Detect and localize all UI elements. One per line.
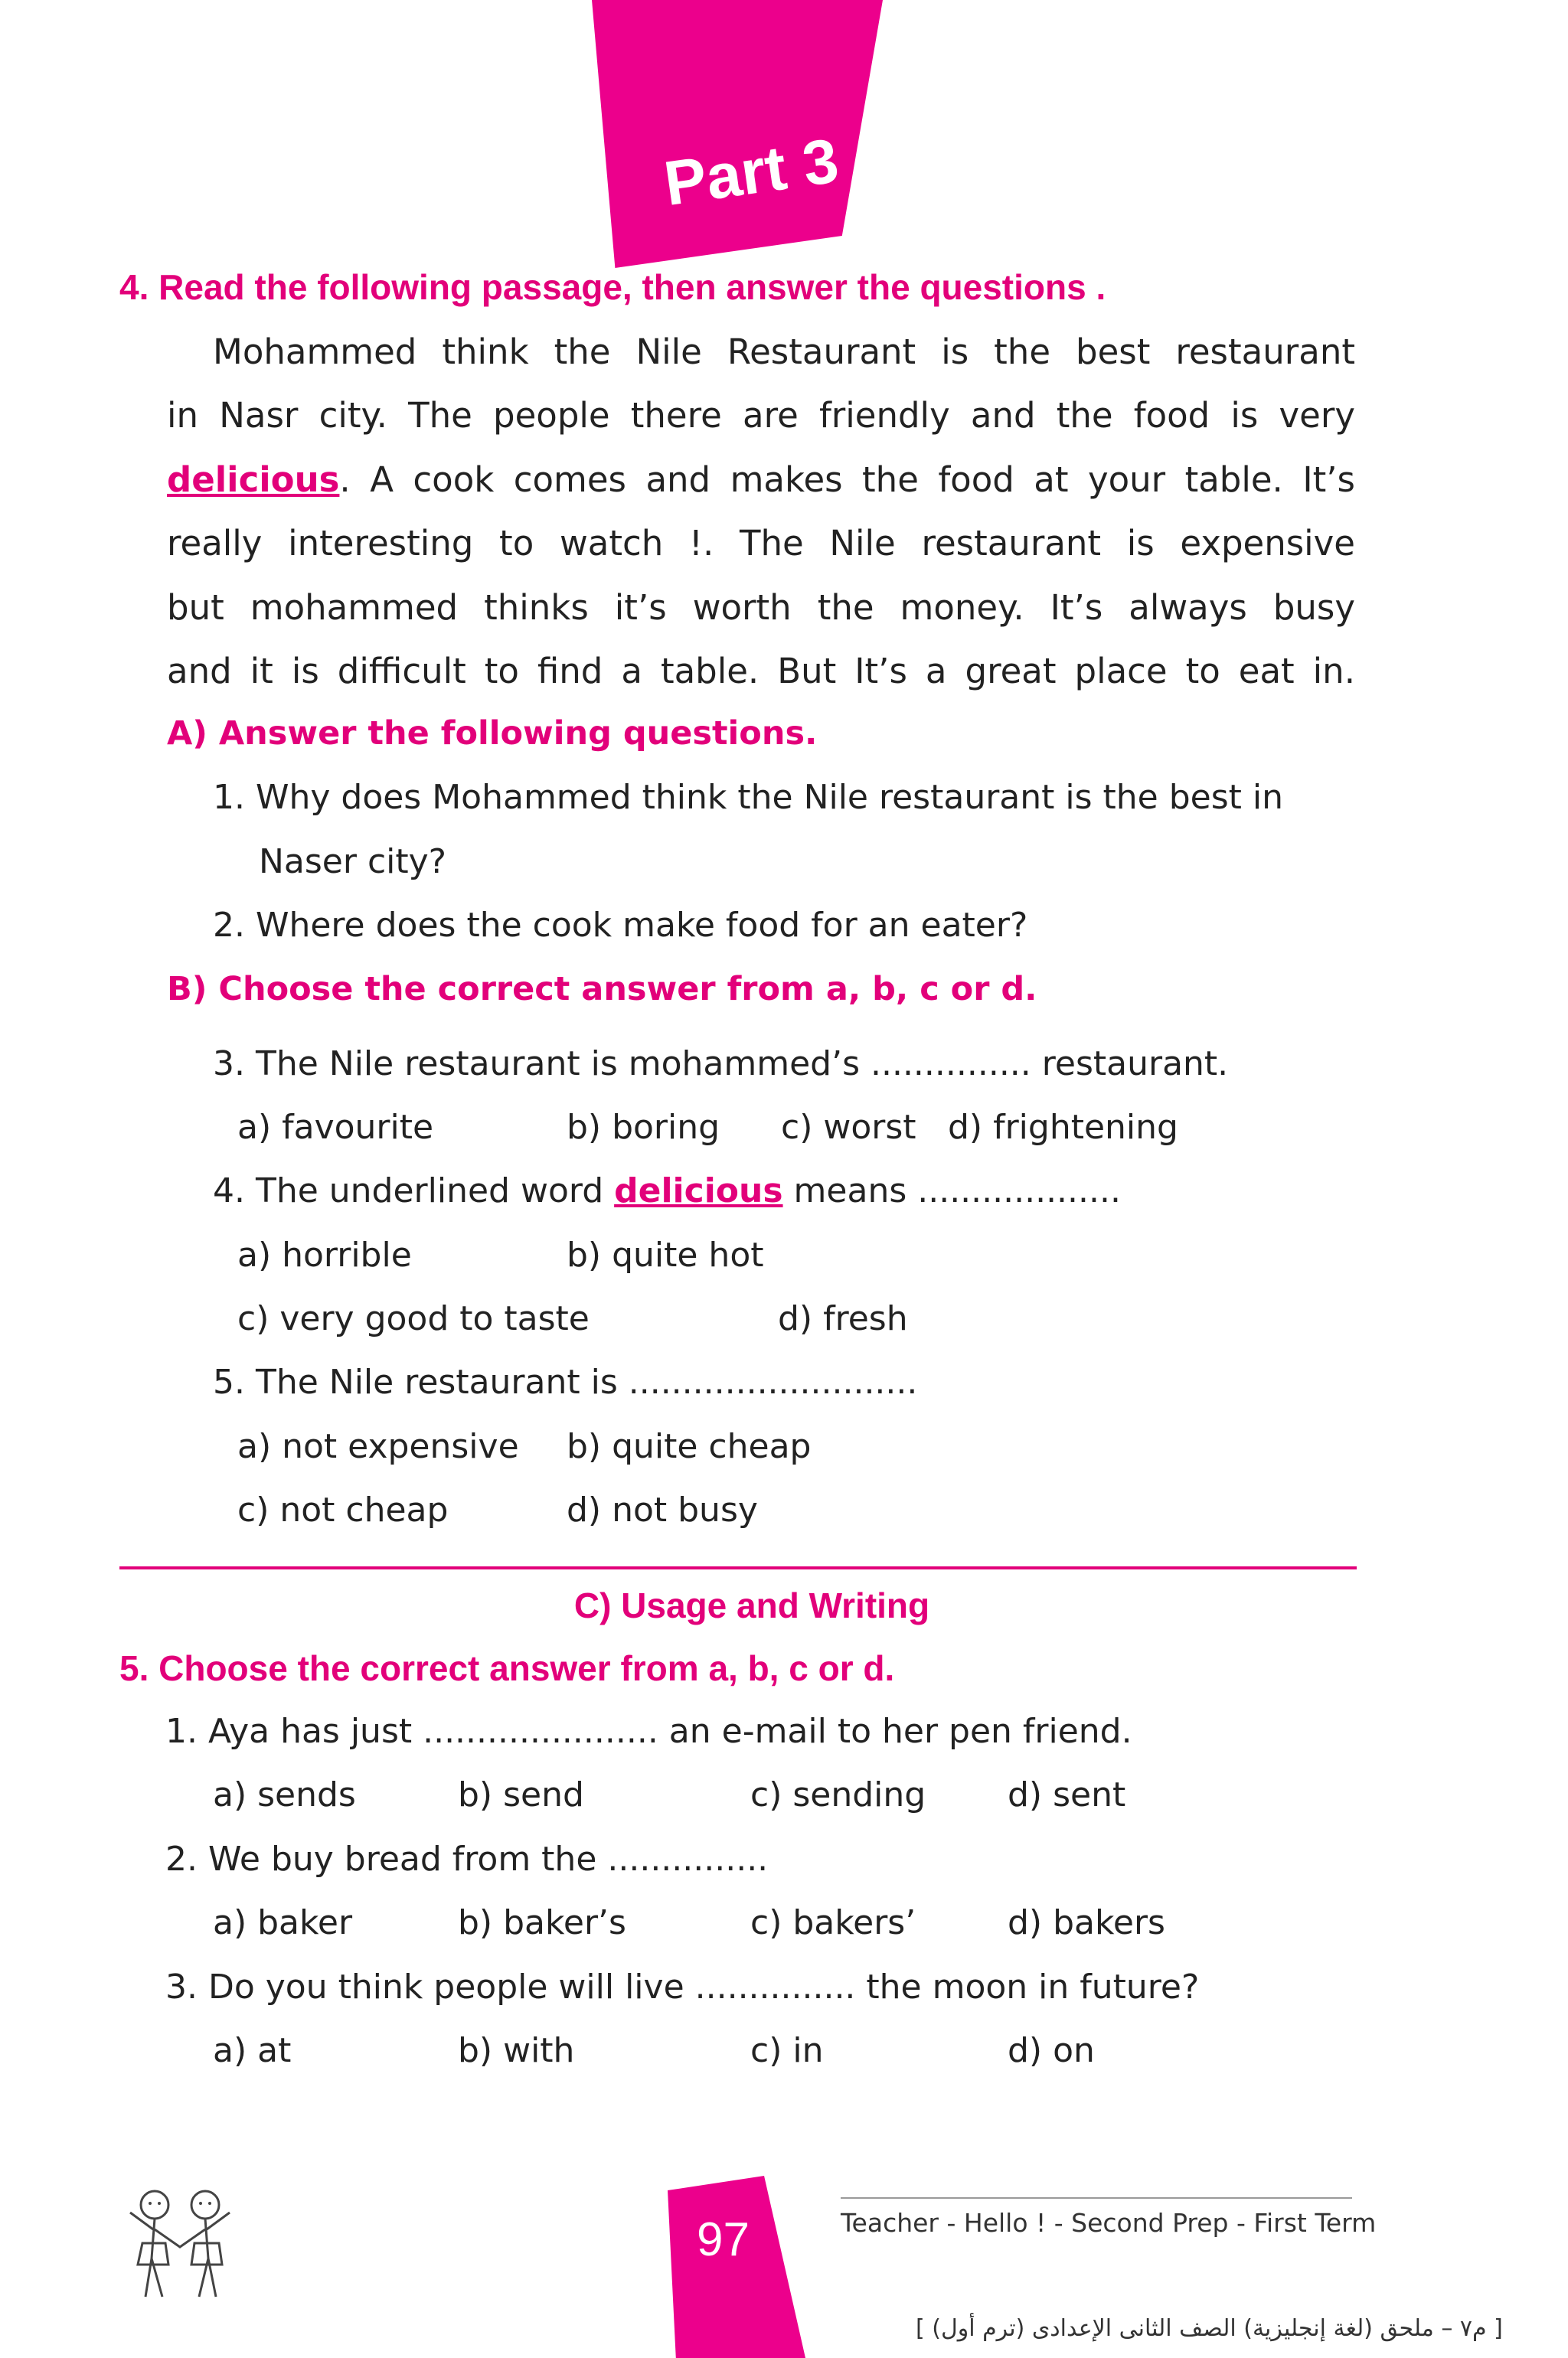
partB-question-3: 3. The Nile restaurant is mohammed’s ............... restaurant.: [213, 1044, 1229, 1083]
s5-question-1: 1. Aya has just ...................... an e-mail to her pen friend.: [165, 1712, 1132, 1751]
footer-divider: [841, 2197, 1352, 2199]
s5-q1-option-d: d) sent: [1008, 1775, 1126, 1814]
page-number: 97: [697, 2213, 750, 2266]
underlined-word: delicious: [167, 459, 340, 500]
q4-option-b: b) quite hot: [567, 1236, 764, 1275]
q5-option-c: c) not cheap: [237, 1491, 449, 1530]
partB-question-5: 5. The Nile restaurant is ...........................: [213, 1363, 918, 1402]
q3-option-a: a) favourite: [237, 1108, 434, 1147]
q4-underlined-word: delicious: [614, 1171, 783, 1210]
s5-q2-option-a: a) baker: [213, 1903, 353, 1942]
book-title: Teacher - Hello ! - Second Prep - First Term: [841, 2208, 1377, 2238]
partA-question-1-cont: Naser city?: [259, 842, 447, 881]
s5-question-2: 2. We buy bread from the ...............: [165, 1840, 769, 1879]
s5-q3-option-a: a) at: [213, 2031, 292, 2070]
q4-option-c: c) very good to taste: [237, 1299, 590, 1338]
q4-text-pre: 4. The underlined word: [213, 1171, 604, 1210]
s5-q2-option-d: d) bakers: [1008, 1903, 1165, 1942]
partA-question-1: 1. Why does Mohammed think the Nile restaurant is the best in: [213, 778, 1283, 817]
passage-line-3-text: A cook comes and makes the food at your table. It’s: [370, 459, 1355, 500]
q3-option-c: c) worst: [781, 1108, 916, 1147]
s5-q3-option-c: c) in: [750, 2031, 824, 2070]
q5-option-a: a) not expensive: [237, 1427, 519, 1466]
passage-line-6: and it is difficult to find a table. But It’s a great place to eat in.: [167, 651, 1355, 692]
reading-passage: [167, 320, 1355, 703]
section5-heading: 5. Choose the correct answer from a, b, c or d.: [119, 1648, 895, 1688]
arabic-footnote: [ م٧ – ملحق (لغة إنجليزية) الصف الثانى الإعدادى (ترم أول) ]: [916, 2315, 1503, 2342]
s5-q1-option-b: b) send: [458, 1775, 584, 1814]
q4-option-a: a) horrible: [237, 1236, 412, 1275]
q3-option-b: b) boring: [567, 1108, 720, 1147]
partB-question-4: [213, 1171, 1121, 1210]
q5-option-b: b) quite cheap: [567, 1427, 812, 1466]
s5-q3-option-b: b) with: [458, 2031, 575, 2070]
s5-q2-option-c: c) bakers’: [750, 1903, 916, 1942]
part-banner: [592, 0, 883, 268]
q4-text-post: means ...................: [793, 1171, 1121, 1210]
passage-line-2: in Nasr city. The people there are friendly and the food is very: [167, 395, 1355, 436]
q4-option-d: d) fresh: [778, 1299, 908, 1338]
passage-line-5: but mohammed thinks it’s worth the money. It’s always busy: [167, 586, 1355, 628]
partA-question-2: 2. Where does the cook make food for an eater?: [213, 906, 1028, 945]
section-divider: [119, 1566, 1357, 1569]
s5-question-3: 3. Do you think people will live ............... the moon in future?: [165, 1968, 1200, 2007]
passage-line-4: really interesting to watch !. The Nile restaurant is expensive: [167, 523, 1355, 564]
q3-option-d: d) frightening: [948, 1108, 1178, 1147]
q5-option-d: d) not busy: [567, 1491, 758, 1530]
part-label: Part 3: [660, 126, 843, 220]
passage-line-3: delicious. A cook comes and makes the food at your table. It’s: [167, 459, 1355, 500]
s5-q1-option-a: a) sends: [213, 1775, 356, 1814]
sectionC-heading: C) Usage and Writing: [573, 1586, 930, 1625]
kids-illustration: [115, 2174, 245, 2304]
partA-heading: A) Answer the following questions.: [167, 714, 818, 753]
partB-heading: B) Choose the correct answer from a, b, c or d.: [167, 970, 1037, 1008]
passage-line-1: Mohammed think the Nile Restaurant is the best restaurant: [213, 331, 1355, 372]
s5-q3-option-d: d) on: [1008, 2031, 1095, 2070]
s5-q1-option-c: c) sending: [750, 1775, 926, 1814]
section4-heading: 4. Read the following passage, then answer the questions .: [119, 267, 1106, 307]
page-number-tab: [668, 2176, 805, 2358]
s5-q2-option-b: b) baker’s: [458, 1903, 626, 1942]
